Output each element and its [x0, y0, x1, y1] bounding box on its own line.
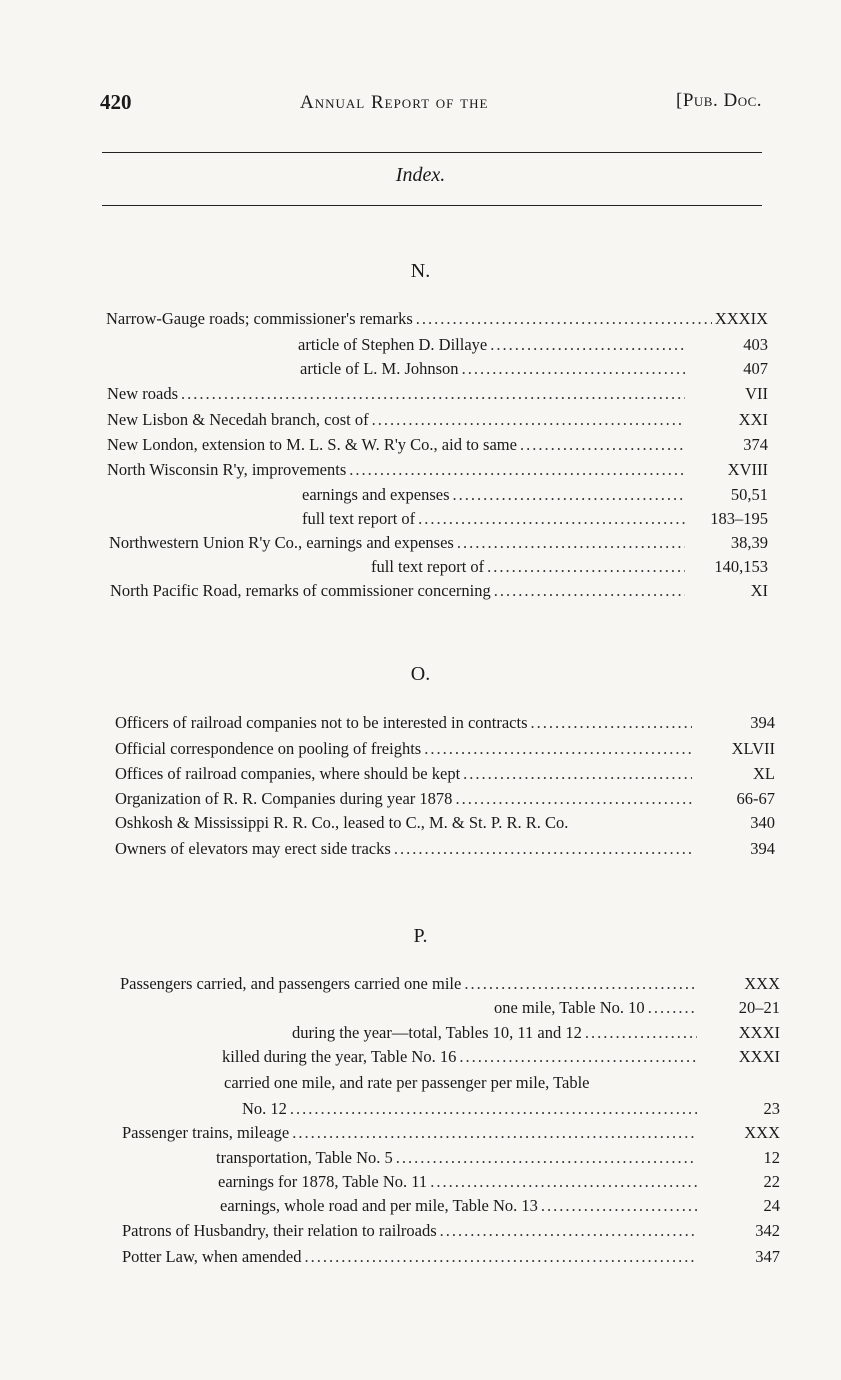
page-ref: 342: [755, 1221, 780, 1240]
page-ref: 347: [755, 1247, 780, 1266]
leader-dots: [304, 1246, 697, 1268]
page-ref: XVIII: [727, 460, 768, 479]
leader-dots: [430, 1171, 697, 1193]
leader-dots: [418, 508, 685, 530]
leader-dots: [455, 788, 692, 810]
page-ref: 50,51: [730, 485, 768, 504]
leader-dots: [292, 1122, 697, 1144]
index-entry: Narrow-Gauge roads; commissioner's remarks ..... XXXIX: [106, 308, 768, 330]
index-entry: full text report of ..... 140,153: [371, 556, 768, 578]
page-ref: 140,153: [714, 557, 768, 576]
leader-dots: [463, 763, 692, 785]
index-entry: Owners of elevators may erect side tracks ..... 394: [115, 838, 775, 860]
page-ref: 394: [750, 713, 775, 732]
page-ref: XXX: [744, 974, 780, 993]
leader-dots: [394, 838, 692, 860]
section-letter-p: P.: [413, 925, 428, 947]
page-number: 420: [100, 90, 132, 114]
leader-dots: [424, 738, 692, 760]
leader-dots: [459, 1046, 697, 1068]
page-ref: VII: [745, 384, 768, 403]
index-entry: earnings, whole road and per mile, Table No. 13 ..... 24: [220, 1195, 780, 1217]
leader-dots: [490, 334, 685, 356]
index-entry: Officers of railroad companies not to be interested in contracts ..... 394: [115, 712, 775, 734]
index-entry: Passenger trains, mileage ..... XXX: [122, 1122, 780, 1144]
index-entry: one mile, Table No. 10 ..... 20–21: [494, 997, 780, 1019]
page-ref: 24: [763, 1196, 780, 1215]
running-title: Annual Report of the: [300, 92, 489, 113]
index-entry: earnings for 1878, Table No. 11 ..... 22: [218, 1171, 780, 1193]
index-entry: Patrons of Husbandry, their relation to railroads ..... 342: [122, 1220, 780, 1242]
page-ref: 374: [743, 435, 768, 454]
page-ref: XXXI: [738, 1023, 780, 1042]
index-entry-continued: carried one mile, and rate per passenger per mile, Table: [224, 1073, 590, 1092]
page-ref: 183–195: [710, 509, 768, 528]
page-ref: 66-67: [736, 789, 775, 808]
index-entry: Offices of railroad companies, where should be kept ..... XL: [115, 763, 775, 785]
leader-dots: [585, 1022, 697, 1044]
page-ref: 394: [750, 839, 775, 858]
leader-dots: [440, 1220, 697, 1242]
index-entry: earnings and expenses ..... 50,51: [302, 484, 768, 506]
leader-dots: [464, 973, 697, 995]
index-entry: article of Stephen D. Dillaye ..... 403: [298, 334, 768, 356]
leader-dots: [396, 1147, 697, 1169]
index-entry: Northwestern Union R'y Co., earnings and expenses ..... 38,39: [109, 532, 768, 554]
leader-dots: [457, 532, 685, 554]
index-entry: transportation, Table No. 5 ..... 12: [216, 1147, 780, 1169]
page-ref: 340: [750, 813, 775, 832]
index-entry: Official correspondence on pooling of freights ..... XLVII: [115, 738, 775, 760]
index-entry: full text report of ..... 183–195: [302, 508, 768, 530]
leader-dots: [453, 484, 685, 506]
page-ref: 403: [743, 335, 768, 354]
index-entry: New Lisbon & Necedah branch, cost of ..... XXI: [107, 409, 768, 431]
index-title: Index.: [395, 164, 446, 186]
index-entry: Oshkosh & Mississippi R. R. Co., leased to C., M. & St. P. R. R. Co. 340: [115, 813, 775, 832]
index-entry: North Pacific Road, remarks of commissioner concerning ..... XI: [110, 580, 768, 602]
leader-dots: [531, 712, 692, 734]
section-letter-o: O.: [410, 663, 431, 685]
index-entry: Passengers carried, and passengers carried one mile ..... XXX: [120, 973, 780, 995]
page-ref: XL: [753, 764, 775, 783]
page-ref: 20–21: [738, 998, 780, 1017]
page-ref: 22: [763, 1172, 780, 1191]
page-ref: 38,39: [730, 533, 768, 552]
page-ref: XXX: [744, 1123, 780, 1142]
index-entry: killed during the year, Table No. 16 ..... XXXI: [222, 1046, 780, 1068]
section-letter-n: N.: [410, 260, 431, 282]
index-entry: article of L. M. Johnson ..... 407: [300, 358, 768, 380]
index-entry: during the year—total, Tables 10, 11 and 12 ..... XXXI: [292, 1022, 780, 1044]
page-ref: XXXI: [738, 1047, 780, 1066]
page-ref: 12: [763, 1148, 780, 1167]
leader-dots: [372, 409, 685, 431]
document-reference: [Pub. Doc.: [676, 90, 762, 111]
leader-dots: [520, 434, 685, 456]
leader-dots: [416, 308, 712, 330]
index-entry: New London, extension to M. L. S. & W. R'y Co., aid to same ..... 374: [107, 434, 768, 456]
page-ref: 23: [763, 1099, 780, 1118]
page-ref: 407: [743, 359, 768, 378]
index-entry: Organization of R. R. Companies during year 1878 ..... 66-67: [115, 788, 775, 810]
index-entry: Potter Law, when amended ..... 347: [122, 1246, 780, 1268]
index-entry: North Wisconsin R'y, improvements ..... XVIII: [107, 459, 768, 481]
leader-dots: [541, 1195, 697, 1217]
page-ref: XLVII: [731, 739, 775, 758]
page-ref: XI: [750, 581, 768, 600]
leader-dots: [290, 1098, 697, 1120]
index-entry: No. 12 ..... 23: [242, 1098, 780, 1120]
page-ref: XXXIX: [714, 309, 768, 328]
leader-dots: [487, 556, 685, 578]
leader-dots: [648, 997, 697, 1019]
page-ref: XXI: [738, 410, 768, 429]
leader-dots: [494, 580, 685, 602]
leader-dots: [181, 383, 685, 405]
leader-dots: [349, 459, 685, 481]
index-entry: New roads ..... VII: [107, 383, 768, 405]
leader-dots: [462, 358, 685, 380]
